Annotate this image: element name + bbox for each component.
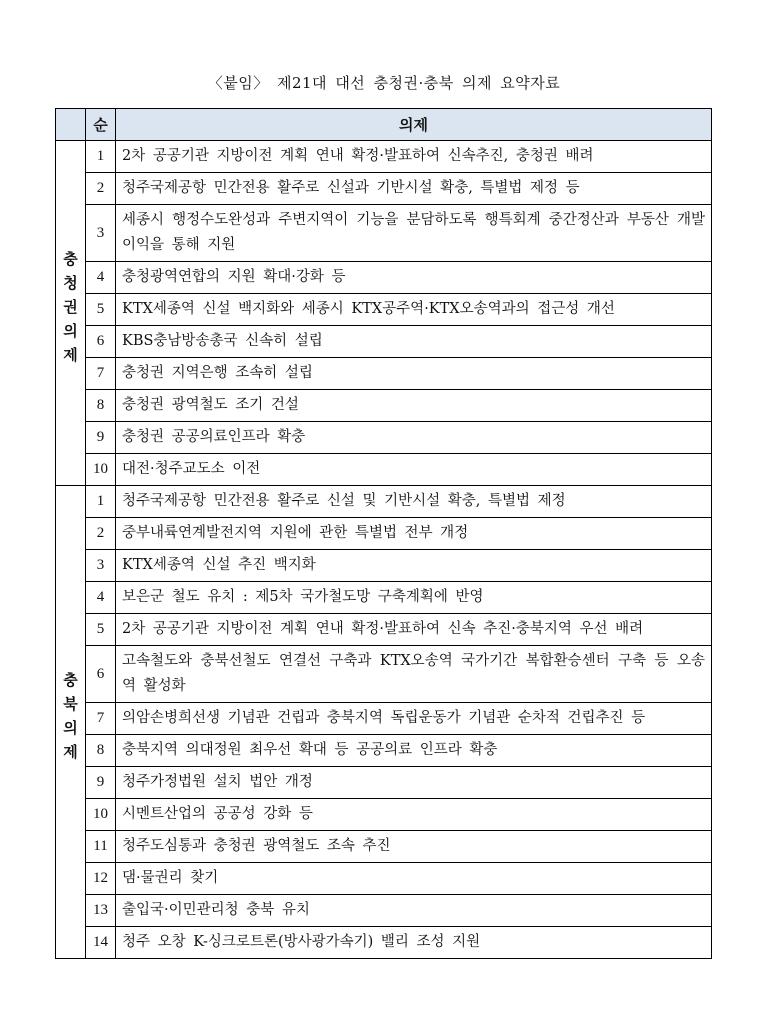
row-number: 3	[86, 205, 116, 262]
table-row	[56, 262, 712, 294]
agenda-text: 의암손병희선생 기념관 건립과 충북지역 독립운동가 기념관 순차적 건립추진 등	[116, 703, 712, 735]
agenda-text: 충청권 공공의료인프라 확충	[116, 422, 712, 454]
agenda-text: 보은군 철도 유치 : 제5차 국가철도망 구축계획에 반영	[116, 582, 712, 614]
table-row	[56, 141, 712, 173]
agenda-text: 출입국·이민관리청 충북 유치	[116, 895, 712, 927]
agenda-text: 2차 공공기관 지방이전 계획 연내 확정·발표하여 신속 추진·충북지역 우선 배려	[116, 614, 712, 646]
table-row	[56, 326, 712, 358]
row-number: 14	[86, 927, 116, 959]
row-number: 5	[86, 614, 116, 646]
agenda-text: 청주국제공항 민간전용 활주로 신설과 기반시설 확충, 특별법 제정 등	[116, 173, 712, 205]
group-header-cell	[56, 109, 86, 141]
table-row	[56, 550, 712, 582]
agenda-text: 충북지역 의대정원 최우선 확대 등 공공의료 인프라 확충	[116, 735, 712, 767]
row-number: 3	[86, 550, 116, 582]
table-row	[56, 486, 712, 518]
table-row	[56, 895, 712, 927]
agenda-text: 청주 오창 K-싱크로트론(방사광가속기) 밸리 조성 지원	[116, 927, 712, 959]
agenda-text: 댐·물권리 찾기	[116, 863, 712, 895]
table-row	[56, 205, 712, 262]
table-row	[56, 173, 712, 205]
agenda-text: 중부내륙연계발전지역 지원에 관한 특별법 전부 개정	[116, 518, 712, 550]
table-row	[56, 614, 712, 646]
table-row	[56, 518, 712, 550]
row-number: 7	[86, 358, 116, 390]
table-row	[56, 294, 712, 326]
document-title: 〈붙임〉 제21대 대선 충청권·충북 의제 요약자료	[207, 74, 561, 92]
number-header: 순	[86, 109, 116, 141]
agenda-text: KTX세종역 신설 추진 백지화	[116, 550, 712, 582]
row-number: 1	[86, 486, 116, 518]
table-row	[56, 767, 712, 799]
group-label: 충북의제	[61, 672, 79, 768]
table-row	[56, 863, 712, 895]
table-row	[56, 703, 712, 735]
table-row	[56, 390, 712, 422]
row-number: 9	[86, 767, 116, 799]
group-label-cell	[56, 486, 86, 959]
row-number: 1	[86, 141, 116, 173]
table-row	[56, 831, 712, 863]
agenda-text: 청주도심통과 충청권 광역철도 조속 추진	[116, 831, 712, 863]
table-body	[56, 141, 712, 959]
row-number: 11	[86, 831, 116, 863]
table-row	[56, 358, 712, 390]
group-label: 충청권의제	[61, 251, 79, 371]
group-label-cell	[56, 141, 86, 486]
row-number: 10	[86, 799, 116, 831]
row-number: 8	[86, 390, 116, 422]
agenda-table	[55, 108, 712, 959]
agenda-text: 충청광역연합의 지원 확대·강화 등	[116, 262, 712, 294]
agenda-text: 2차 공공기관 지방이전 계획 연내 확정·발표하여 신속추진, 충청권 배려	[116, 141, 712, 173]
table-row	[56, 646, 712, 703]
row-number: 10	[86, 454, 116, 486]
agenda-text: 세종시 행정수도완성과 주변지역이 기능을 분담하도록 행특회계 중간정산과 부동산 개발이익을 통해 지원	[116, 205, 712, 262]
row-number: 8	[86, 735, 116, 767]
table-row	[56, 735, 712, 767]
agenda-text: 청주가정법원 설치 법안 개정	[116, 767, 712, 799]
agenda-text: 청주국제공항 민간전용 활주로 신설 및 기반시설 확충, 특별법 제정	[116, 486, 712, 518]
agenda-text: KBS충남방송총국 신속히 설립	[116, 326, 712, 358]
agenda-header: 의제	[116, 109, 712, 141]
agenda-text: 고속철도와 충북선철도 연결선 구축과 KTX오송역 국가기간 복합환승센터 구축 등 오송역 활성화	[116, 646, 712, 703]
row-number: 2	[86, 173, 116, 205]
row-number: 6	[86, 326, 116, 358]
row-number: 13	[86, 895, 116, 927]
row-number: 9	[86, 422, 116, 454]
row-number: 5	[86, 294, 116, 326]
table-header	[56, 109, 712, 141]
table-row	[56, 799, 712, 831]
row-number: 6	[86, 646, 116, 703]
header-row	[56, 109, 712, 141]
table-row	[56, 927, 712, 959]
row-number: 4	[86, 262, 116, 294]
agenda-text: 시멘트산업의 공공성 강화 등	[116, 799, 712, 831]
row-number: 4	[86, 582, 116, 614]
table-row	[56, 582, 712, 614]
row-number: 7	[86, 703, 116, 735]
agenda-text: 충청권 지역은행 조속히 설립	[116, 358, 712, 390]
agenda-text: 대전·청주교도소 이전	[116, 454, 712, 486]
agenda-text: KTX세종역 신설 백지화와 세종시 KTX공주역·KTX오송역과의 접근성 개선	[116, 294, 712, 326]
table-row	[56, 422, 712, 454]
table-row	[56, 454, 712, 486]
row-number: 2	[86, 518, 116, 550]
agenda-text: 충청권 광역철도 조기 건설	[116, 390, 712, 422]
row-number: 12	[86, 863, 116, 895]
